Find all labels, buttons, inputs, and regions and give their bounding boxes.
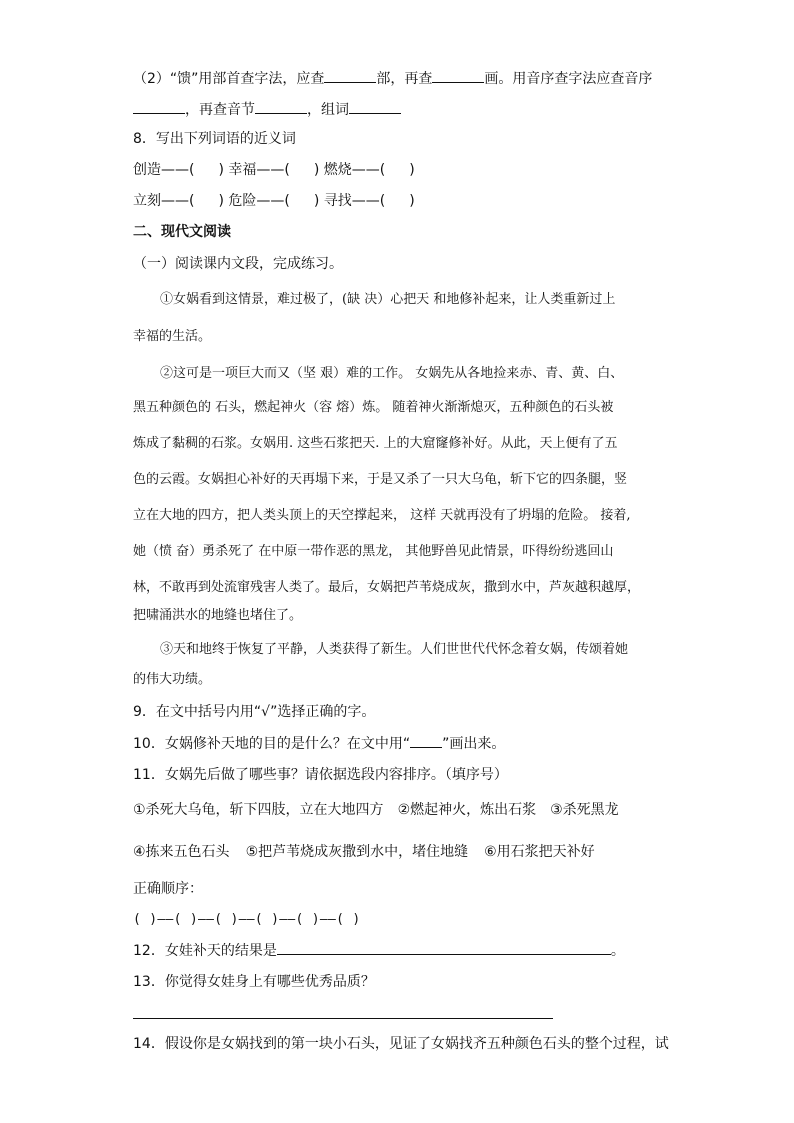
passage-p2-line6: 她（愤 奋）勇杀死了 在中原一带作恶的黑龙， 其他野兽见此情景，吓得纷纷逃回山 bbox=[133, 544, 614, 559]
q11-title: 11．女娲先后做了哪些事？请依据选段内容排序。（填序号） bbox=[133, 767, 508, 783]
passage-p3-line1: ③天和地终于恢复了平静，人类获得了新生。人们世世代代怀念着女娲，传颂着她 bbox=[160, 642, 629, 657]
passage-p2-line1: ②这可是一项巨大而又（坚 艰）难的工作。 女娲先从各地捡来赤、青、黄、白、 bbox=[160, 366, 624, 381]
q8-row1: 创造——( ) 幸福——( ) 燃烧——( ) bbox=[133, 162, 415, 178]
q8-row2: 立刻——( ) 危险——( ) 寻找——( ) bbox=[133, 193, 415, 209]
answer-line[interactable] bbox=[133, 1018, 553, 1019]
passage-p2-line4: 色的云霞。女娲担心补好的天再塌下来，于是又杀了一只大乌龟，斩下它的四条腿，竖 bbox=[133, 472, 628, 487]
answer-blank[interactable] bbox=[432, 68, 484, 83]
q11-options-row1: ①杀死大乌龟，斩下四肢，立在大地四方 ②燃起神火，炼出石浆 ③杀死黑龙 bbox=[133, 802, 619, 818]
q13: 13．你觉得女娃身上有哪些优秀品质？ bbox=[133, 974, 375, 990]
q8-title: 8．写出下列词语的近义词 bbox=[133, 131, 296, 147]
q11-options-row2: ④拣来五色石头 ⑤把芦苇烧成灰撒到水中，堵住地缝 ⑥用石浆把天补好 bbox=[133, 844, 595, 860]
q7-part2-line2: ，再查音节 ，组词 bbox=[133, 99, 401, 120]
passage-p2-line3: 炼成了黏稠的石浆。女娲用. 这些石浆把天. 上的大窟窿修补好。从此，天上便有了五 bbox=[133, 436, 618, 451]
passage-p3-line2: 的伟大功绩。 bbox=[133, 672, 212, 687]
q12: 12．女娃补天的结果是 。 bbox=[133, 940, 625, 961]
answer-blank[interactable] bbox=[255, 99, 307, 114]
q7-part2-line1: （2）“馈”用部首查字法，应查 部，再查 画。用音序查字法应查音序 bbox=[133, 68, 652, 89]
passage-p1-line1: ①女娲看到这情景，难过极了，(缺 决）心把天 和地修补起来，让人类重新过上 bbox=[160, 292, 616, 307]
q11-order-row[interactable]: ( )——( )——( )——( )——( )——( ) bbox=[133, 912, 361, 927]
section-heading: 二、现代文阅读 bbox=[133, 224, 231, 240]
q9: 9．在文中括号内用“√”选择正确的字。 bbox=[133, 704, 376, 720]
answer-blank[interactable] bbox=[133, 99, 185, 114]
passage-p2-line5: 立在大地的四方，把人类头顶上的天空撑起来， 这样 天就再没有了坍塌的危险。 接着, bbox=[133, 508, 631, 523]
passage-p1-line2: 幸福的生活。 bbox=[133, 329, 212, 344]
answer-blank[interactable] bbox=[349, 99, 401, 114]
passage-p2-line7: 林，不敢再到处流窜残害人类了。最后，女娲把芦苇烧成灰，撒到水中，芦灰越积越厚， bbox=[133, 580, 641, 595]
section-subheading: （一）阅读课内文段，完成练习。 bbox=[133, 256, 343, 272]
passage-p2-line8: 把啸涌洪水的地缝也堵住了。 bbox=[133, 608, 303, 623]
q10: 10．女娲修补天地的目的是什么？在文中用“ ”画出来。 bbox=[133, 733, 505, 754]
passage-p2-line2: 黑五种颜色的 石头，燃起神火（容 熔）炼。 随着神火渐渐熄灭，五种颜色的石头被 bbox=[133, 400, 614, 415]
answer-blank[interactable] bbox=[277, 940, 611, 955]
q14: 14．假设你是女娲找到的第一块小石头，见证了女娲找齐五种颜色石头的整个过程，试 bbox=[133, 1036, 669, 1052]
underline-sample bbox=[410, 733, 442, 748]
answer-blank[interactable] bbox=[324, 68, 376, 83]
q11-order-label: 正确顺序： bbox=[133, 881, 203, 897]
